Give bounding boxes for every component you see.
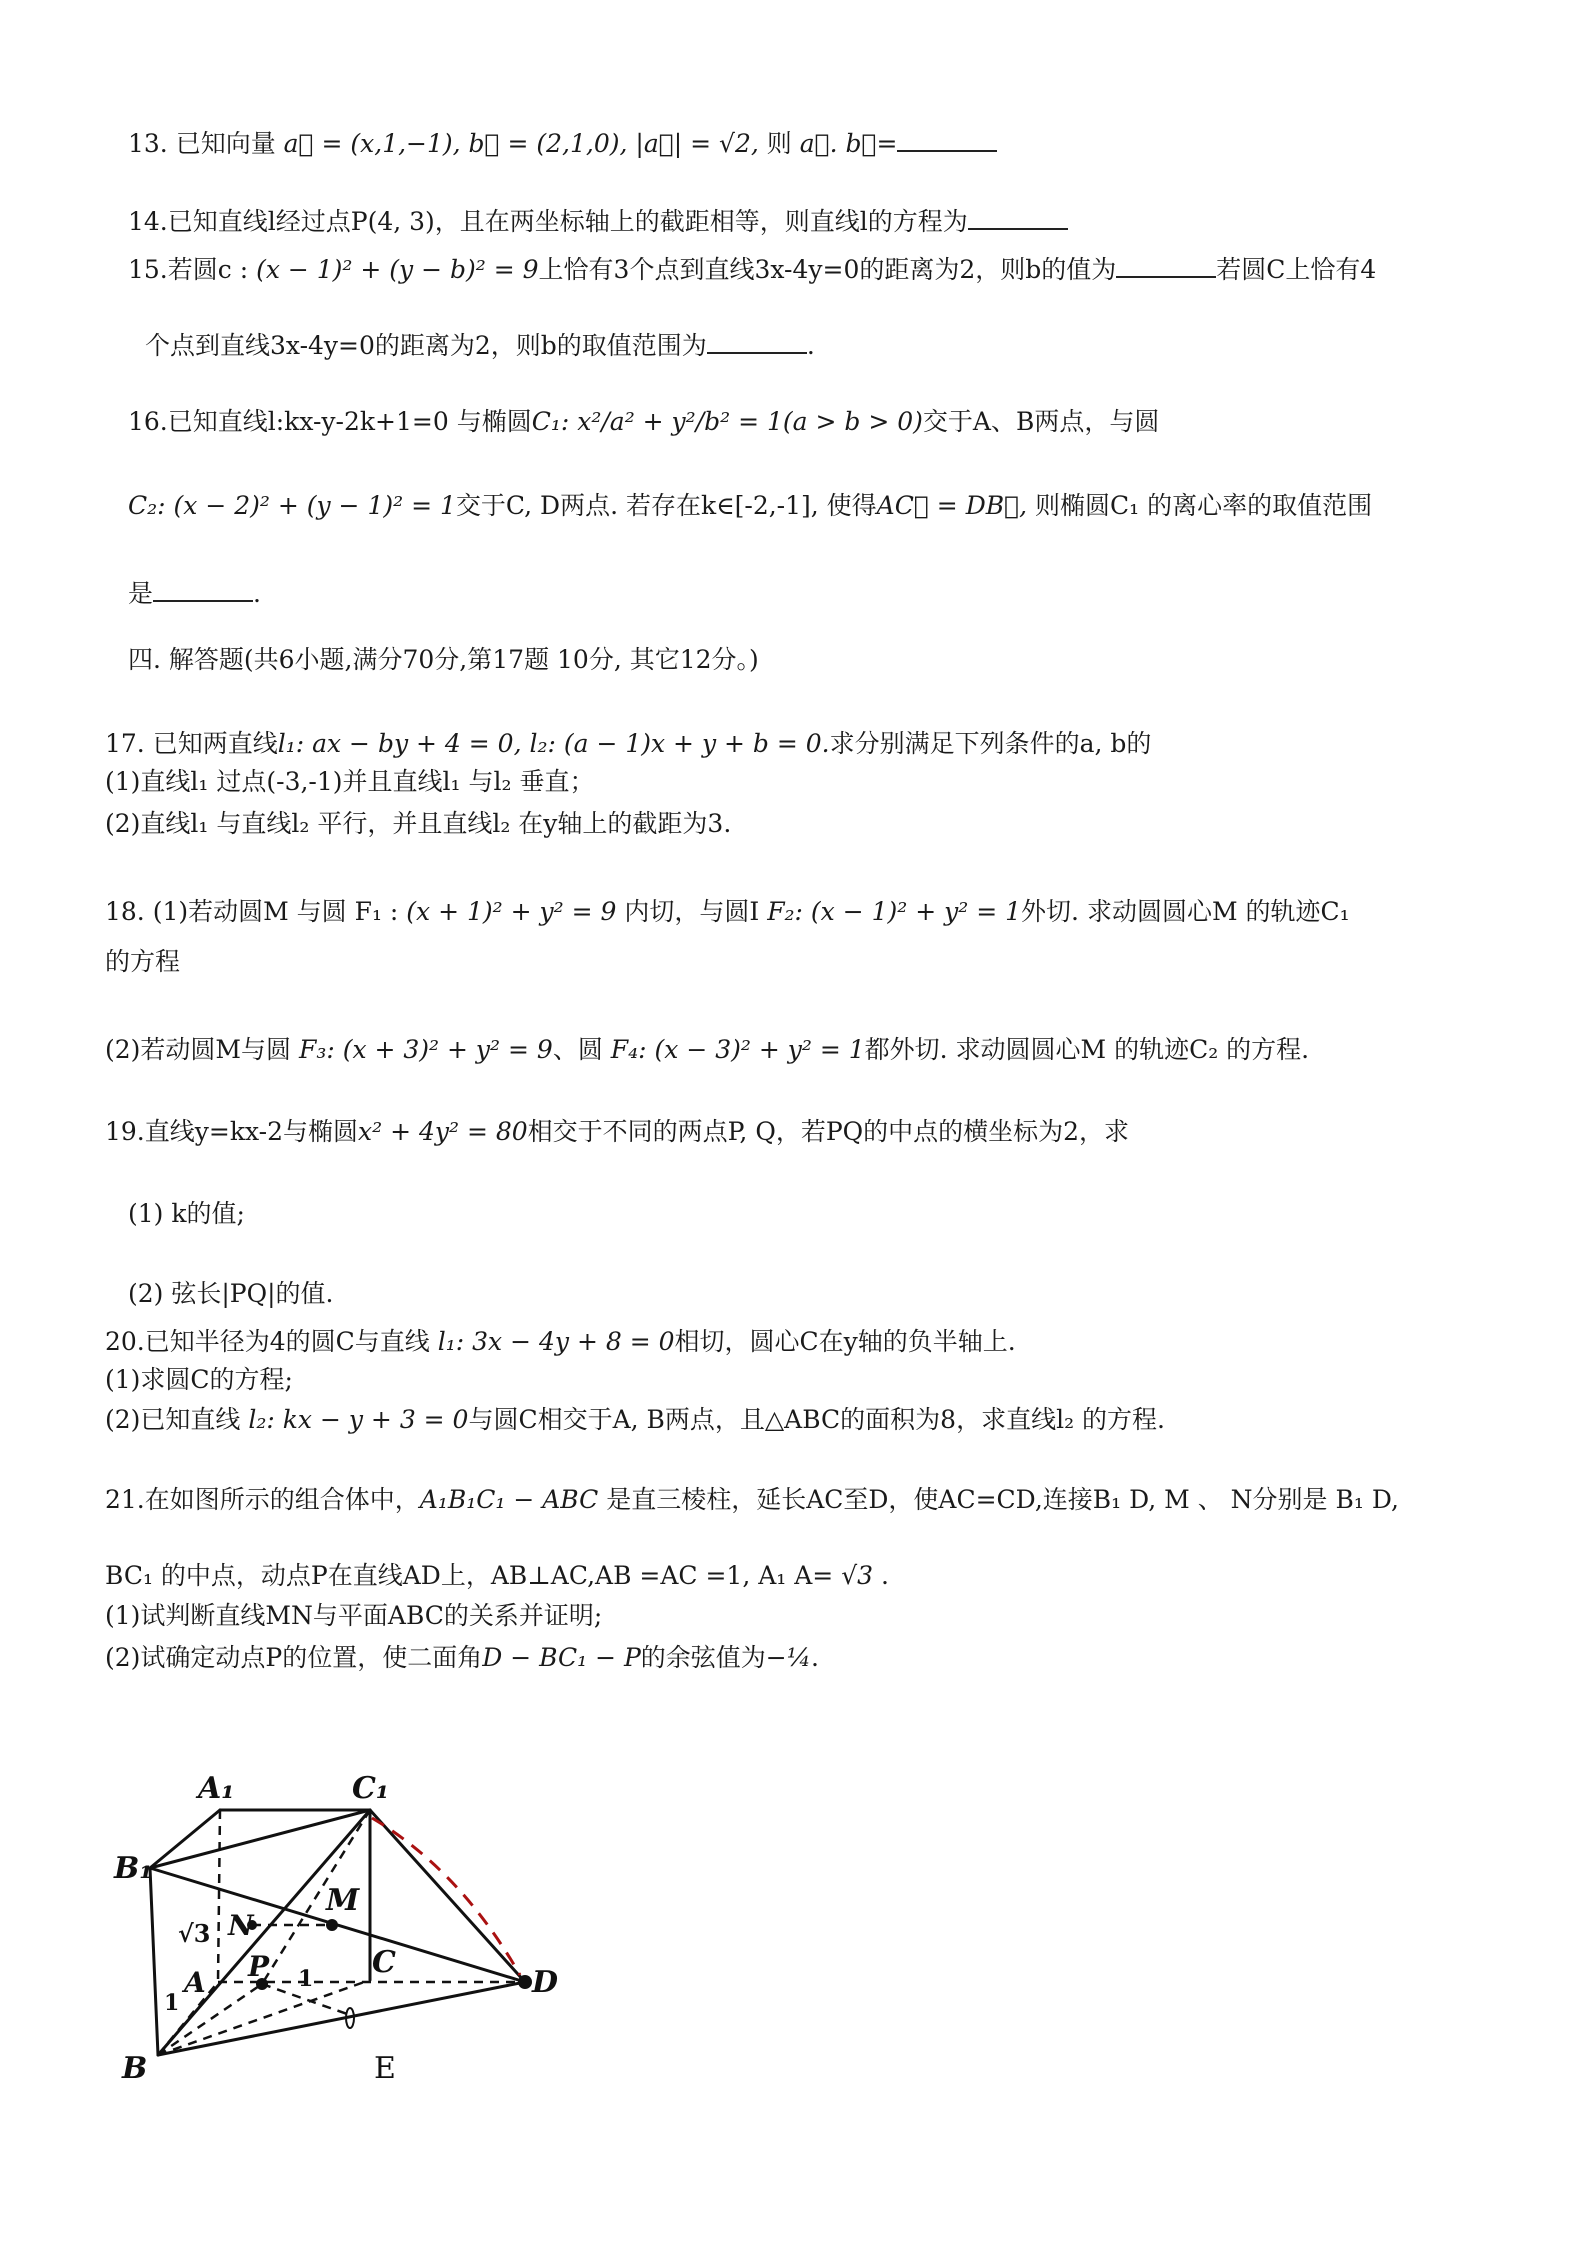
math-expression: ¼ — [786, 1643, 811, 1672]
math-expression: l₁: ax − by + 4 = 0, l₂: (a − 1)x + y + b = 0. — [277, 729, 830, 758]
math-expression: F₄: (x − 3)² + y² = 1 — [610, 1035, 865, 1064]
label-1a: 1 — [164, 1990, 180, 2016]
text-segment: 14.已知直线l经过点P(4, 3)，且在两坐标轴上的截距相等，则直线l的方程为 — [128, 207, 968, 236]
text-segment: (1)直线l₁ 过点(-3,-1)并且直线l₁ 与l₂ 垂直； — [105, 767, 595, 796]
question-19 — [105, 1116, 1129, 1148]
text-segment: 17. 已知两直线 — [105, 729, 278, 758]
point-m — [326, 1919, 338, 1931]
label-sqrt3: √3 — [178, 1919, 211, 1948]
text-segment: (1) k的值; — [128, 1199, 245, 1228]
text-segment: 外切. 求动圆圆心M 的轨迹C₁ — [1021, 897, 1350, 926]
answer-blank — [153, 578, 253, 602]
question-20-part1 — [105, 1364, 293, 1396]
text-segment: 是 — [128, 579, 154, 608]
question-16-line3 — [128, 578, 261, 610]
edge-a1-a — [218, 1810, 220, 1982]
question-13 — [128, 128, 997, 160]
text-segment: (1)试判断直线MN与平面ABC的关系并证明; — [105, 1601, 603, 1630]
text-segment: . — [873, 1561, 889, 1590]
math-expression: F₂: (x − 1)² + y² = 1 — [767, 897, 1022, 926]
text-segment: 四. 解答题(共6小题,满分70分,第17题 10分, 其它12分。) — [128, 645, 759, 674]
question-16-line2 — [128, 490, 1372, 522]
answer-blank — [707, 330, 807, 354]
math-expression: a⃗. b⃗ — [799, 129, 877, 158]
text-segment: 上恰有3个点到直线3x-4y=0的距离为2，则b的值为 — [538, 255, 1117, 284]
point-d — [518, 1975, 532, 1989]
math-expression: C₁: x²/a² + y²/b² = 1(a > b > 0) — [531, 407, 923, 436]
math-expression: l₁: 3x − 4y + 8 = 0 — [437, 1327, 675, 1356]
text-segment: . — [806, 331, 815, 360]
math-expression: (x − 1)² + (y − b)² = 9 — [256, 255, 539, 284]
math-expression: (x + 1)² + y² = 9 — [406, 897, 617, 926]
math-expression: A₁B₁C₁ − ABC — [419, 1485, 599, 1514]
math-expression: x² + 4y² = 80 — [358, 1117, 528, 1146]
text-segment: 18. (1)若动圆M 与圆 F₁ : — [105, 897, 407, 926]
text-segment: BC₁ 的中点，动点P在直线AD上，AB⊥AC,AB =AC =1, A₁ A= — [105, 1561, 842, 1590]
question-21-line1 — [105, 1484, 1399, 1516]
answer-blank — [897, 128, 997, 152]
label-1b: 1 — [298, 1966, 314, 1992]
text-segment: 若圆C上恰有4 — [1216, 255, 1377, 284]
text-segment: 16.已知直线l:kx-y-2k+1=0 与椭圆 — [128, 407, 532, 436]
text-segment: 21.在如图所示的组合体中， — [105, 1485, 420, 1514]
text-segment: (2)已知直线 — [105, 1405, 249, 1434]
text-segment: 13. 已知向量 — [128, 129, 284, 158]
text-segment: 与圆C相交于A, B两点，且△ABC的面积为8，求直线l₂ 的方程. — [468, 1405, 1165, 1434]
prism-figure — [100, 1760, 600, 2090]
question-19-part1 — [128, 1198, 245, 1230]
text-segment: . — [253, 579, 261, 608]
math-expression: D − BC₁ − P — [482, 1643, 641, 1672]
label-c: C — [372, 1945, 396, 1980]
question-17-part2 — [105, 808, 731, 840]
edge-b1-b — [150, 1868, 158, 2055]
label-n: N — [228, 1909, 254, 1942]
question-21-part2 — [105, 1642, 819, 1674]
math-expression: a⃗ = (x,1,−1), b⃗ = (2,1,0), |a⃗| = √2, — [283, 129, 759, 158]
question-17-part1 — [105, 766, 594, 798]
question-17 — [105, 728, 1151, 760]
question-18-line2 — [105, 946, 180, 978]
answer-blank — [1116, 254, 1216, 278]
label-d: D — [532, 1965, 559, 2000]
text-segment: (2)直线l₁ 与直线l₂ 平行，并且直线l₂ 在y轴上的截距为3. — [105, 809, 732, 838]
text-segment: 交于A、B两点，与圆 — [922, 407, 1160, 436]
text-segment: 相切，圆心C在y轴的负半轴上. — [674, 1327, 1016, 1356]
label-a1: A₁ — [198, 1771, 235, 1806]
text-segment: 都外切. 求动圆圆心M 的轨迹C₂ 的方程. — [864, 1035, 1310, 1064]
text-segment: 交于C, D两点. 若存在k∈[-2,-1], 使得 — [455, 491, 877, 520]
text-segment: 是直三棱柱，延长AC至D，使AC=CD,连接B₁ D, M 、 N分别是 B₁ D, — [598, 1485, 1399, 1514]
text-segment: 则椭圆C₁ 的离心率的取值范围 — [1027, 491, 1373, 520]
text-segment: 20.已知半径为4的圆C与直线 — [105, 1327, 438, 1356]
label-c1: C₁ — [352, 1771, 390, 1806]
text-segment: . — [810, 1643, 819, 1672]
question-21-part1 — [105, 1600, 602, 1632]
text-segment: (2) 弦长|PQ|的值. — [128, 1279, 334, 1308]
answer-blank — [968, 206, 1068, 230]
text-segment: (2)试确定动点P的位置，使二面角 — [105, 1643, 483, 1672]
math-expression: l₂: kx − y + 3 = 0 — [248, 1405, 469, 1434]
question-15-line2 — [145, 330, 815, 362]
math-expression: F₃: (x + 3)² + y² = 9 — [298, 1035, 553, 1064]
label-b: B — [122, 2051, 148, 2086]
math-expression: √3 — [841, 1561, 874, 1590]
label-b1: B₁ — [114, 1851, 153, 1886]
label-e: E — [374, 2051, 396, 2086]
question-14 — [128, 206, 1068, 238]
text-segment: 求分别满足下列条件的a, b的 — [829, 729, 1152, 758]
text-segment: 15.若圆c : — [128, 255, 257, 284]
text-segment: (2)若动圆M与圆 — [105, 1035, 299, 1064]
math-expression: AC⃗ = DB⃗, — [876, 491, 1028, 520]
text-segment: 的余弦值为− — [640, 1643, 787, 1672]
question-21-line2 — [105, 1560, 889, 1592]
text-segment: 相交于不同的两点P, Q，若PQ的中点的横坐标为2，求 — [527, 1117, 1130, 1146]
question-16-line1 — [128, 406, 1159, 438]
text-segment: (1)求圆C的方程; — [105, 1365, 293, 1394]
question-18-part2 — [105, 1034, 1309, 1066]
question-19-part2 — [128, 1278, 333, 1310]
label-p: P — [248, 1950, 270, 1983]
math-expression: C₂: (x − 2)² + (y − 1)² = 1 — [128, 491, 456, 520]
section-heading-4 — [128, 644, 759, 676]
text-segment: 则 — [758, 129, 800, 158]
text-segment: 19.直线y=kx-2与椭圆 — [105, 1117, 358, 1146]
label-a: A — [184, 1966, 206, 1999]
question-20 — [105, 1326, 1016, 1358]
question-15-line1 — [128, 254, 1376, 286]
text-segment: 内切，与圆I — [616, 897, 768, 926]
text-segment: 的方程 — [105, 947, 181, 976]
text-segment: 、圆 — [552, 1035, 611, 1064]
text-segment: = — [876, 129, 898, 158]
question-18-line1 — [105, 896, 1350, 928]
text-segment: 个点到直线3x-4y=0的距离为2，则b的取值范围为 — [145, 331, 707, 360]
label-m: M — [326, 1883, 360, 1918]
question-20-part2 — [105, 1404, 1165, 1436]
